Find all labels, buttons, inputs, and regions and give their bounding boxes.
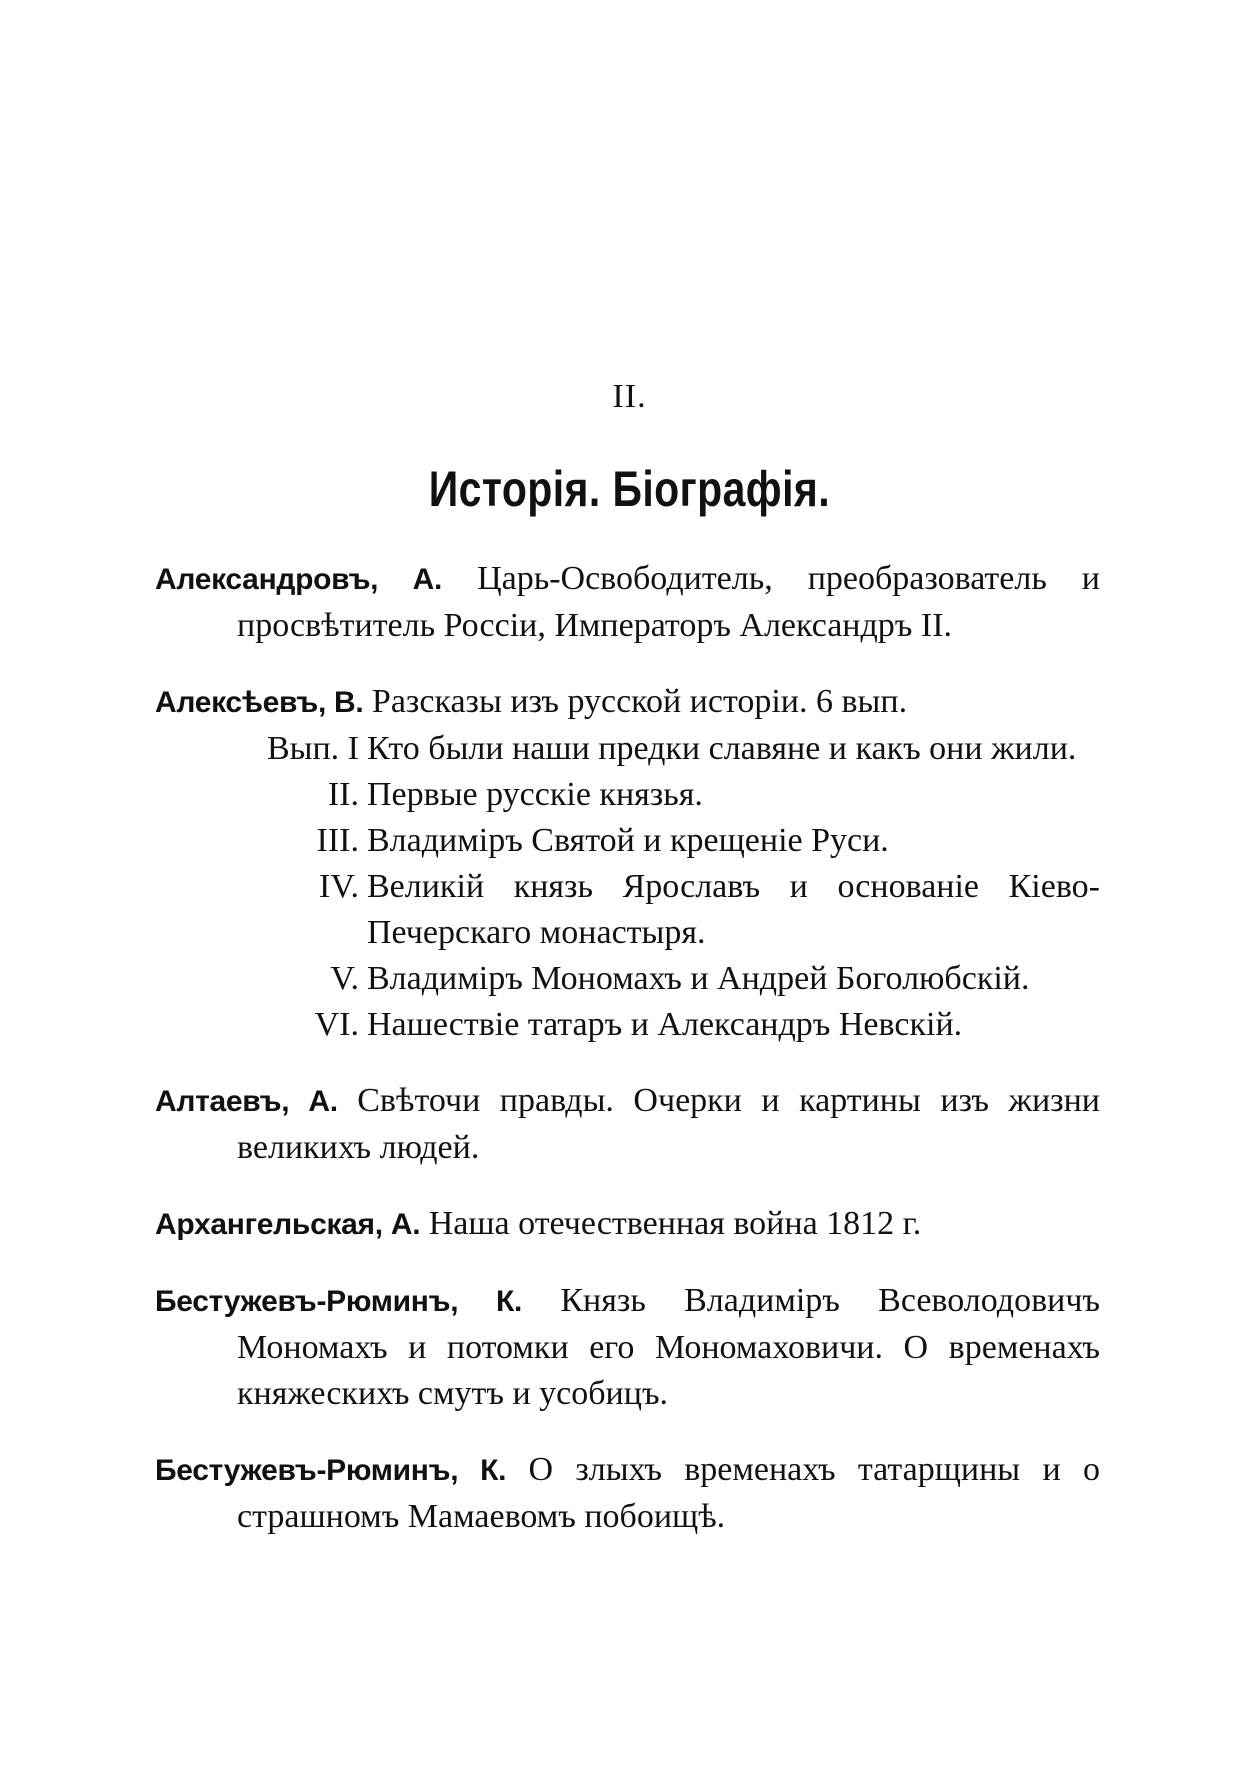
bibliography-entry bbox=[155, 679, 1100, 1048]
entry-title: Царь-Освободитель, преобразователь и просвѣтитель Россіи, Императоръ Александръ II. bbox=[237, 560, 1101, 644]
volume-list bbox=[155, 726, 1100, 1048]
bibliography-entry bbox=[155, 1278, 1100, 1417]
volume-item bbox=[155, 956, 1100, 1002]
volume-item bbox=[155, 818, 1100, 864]
volume-number: II. bbox=[327, 776, 359, 813]
entry-title: Наша отечественная война 1812 г. bbox=[428, 1205, 922, 1242]
volume-title: Первые русскіе князья. bbox=[367, 776, 703, 813]
entry-author: Алтаевъ, А. bbox=[155, 1085, 338, 1118]
bibliography-entry bbox=[155, 1078, 1100, 1171]
section-title: Исторія. Біографія. bbox=[428, 461, 831, 517]
volume-title: Кто были наши предки славяне и какъ они жили. bbox=[367, 730, 1077, 767]
volume-number: VI. bbox=[314, 1006, 359, 1043]
bibliography-entry bbox=[155, 1201, 1100, 1248]
volume-title: Великій князь Ярославъ и основаніе Кіево-Печерскаго монастыря. bbox=[367, 868, 1100, 951]
bibliography-entry bbox=[155, 556, 1100, 649]
entry-title: Князь Владиміръ Всеволодовичъ Мономахъ и потомки его Мономаховичи. О временахъ княжескихъ смутъ и усобицъ. bbox=[237, 1282, 1100, 1412]
section-number: II. bbox=[612, 378, 647, 415]
entry-author: Бестужевъ-Рюминъ, К. bbox=[155, 1454, 507, 1487]
volume-number: V. bbox=[330, 960, 359, 997]
entry-title: Разсказы изъ русской исторіи. 6 вып. bbox=[371, 683, 908, 720]
entry-title: Свѣточи правды. Очерки и картины изъ жизни великихъ людей. bbox=[237, 1082, 1100, 1166]
entry-title: О злыхъ временахъ татарщины и о страшномъ Мамаевомъ побоищѣ. bbox=[237, 1451, 1100, 1535]
volume-item bbox=[155, 772, 1100, 818]
volume-title: Владиміръ Мономахъ и Андрей Боголюбскій. bbox=[367, 960, 1030, 997]
volume-item bbox=[155, 864, 1100, 956]
entry-author: Бестужевъ-Рюминъ, К. bbox=[155, 1285, 523, 1318]
volumes-label: Вып. bbox=[266, 730, 340, 767]
volume-item bbox=[155, 1002, 1100, 1048]
volume-number: IV. bbox=[319, 868, 359, 905]
volume-item bbox=[155, 726, 1100, 772]
bibliography-list bbox=[155, 556, 1100, 1570]
volume-title: Владиміръ Святой и крещеніе Руси. bbox=[367, 822, 889, 859]
volume-title: Нашествіе татаръ и Александръ Невскій. bbox=[367, 1006, 963, 1043]
volume-number-value: I bbox=[347, 730, 359, 767]
entry-author: Александровъ, А. bbox=[155, 563, 443, 596]
volume-number bbox=[155, 726, 367, 772]
entry-author: Алексѣевъ, В. bbox=[155, 686, 364, 719]
volume-number: III. bbox=[316, 822, 359, 859]
entry-author: Архангельская, А. bbox=[155, 1208, 421, 1241]
bibliography-entry bbox=[155, 1447, 1100, 1540]
